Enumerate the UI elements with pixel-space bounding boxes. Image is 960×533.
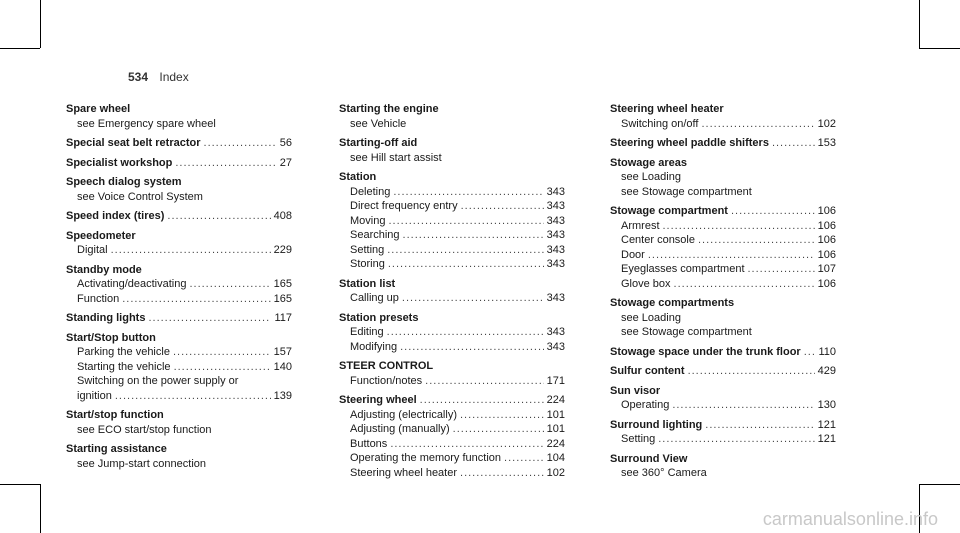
index-term (610, 384, 836, 399)
index-term (339, 277, 565, 292)
index-entry (610, 136, 836, 151)
index-entry (610, 384, 836, 413)
index-term-label: Stowage space under the trunk floor (610, 345, 801, 358)
index-term-label: Start/stop function (66, 409, 164, 421)
index-subentry-label: Eyeglasses compartment (621, 263, 745, 275)
index-subentry-label: Glove box (621, 277, 671, 290)
index-subentry (610, 466, 836, 481)
index-subentry (610, 311, 836, 326)
page-reference: 343 (546, 229, 565, 241)
dot-leader (387, 325, 544, 340)
page-reference: 343 (546, 340, 565, 353)
index-term-label: Spare wheel (66, 103, 131, 115)
index-term-label: Specialist workshop (66, 156, 173, 169)
page-number: 534 (128, 70, 149, 84)
index-subentry-label: Switching on the power supply or (77, 375, 239, 387)
index-term-label: Starting the engine (339, 103, 439, 115)
index-term (610, 364, 836, 379)
index-entry (610, 452, 836, 481)
index-subentry (66, 243, 292, 258)
index-subentry (66, 117, 292, 132)
index-subentry (339, 228, 565, 243)
crop-mark (40, 0, 41, 48)
index-term-label: Stowage compartment (610, 205, 728, 217)
crop-mark (919, 48, 960, 49)
dot-leader (111, 243, 271, 258)
index-subentry (339, 243, 565, 258)
index-subentry-label: Operating the memory function (350, 452, 502, 464)
index-term-label: STEER CONTROL (339, 360, 434, 372)
page-reference: 106 (817, 205, 836, 217)
index-term-label: Standing lights (66, 312, 146, 324)
index-term (610, 136, 836, 151)
index-term (66, 311, 292, 326)
page-reference: 224 (546, 394, 565, 406)
index-subentry (66, 277, 292, 292)
dot-leader (460, 408, 544, 423)
index-term (66, 102, 292, 117)
dot-leader (115, 389, 271, 404)
page-reference: 165 (273, 278, 292, 290)
crop-mark (40, 484, 41, 533)
index-subentry (66, 345, 292, 360)
page-reference: 229 (273, 244, 292, 256)
dot-leader (453, 422, 544, 437)
index-subentry-label: Function/notes (350, 374, 423, 387)
index-term (610, 345, 836, 360)
index-subentry (339, 214, 565, 229)
index-term (66, 442, 292, 457)
dot-leader (148, 311, 271, 326)
page-reference: 117 (274, 312, 292, 324)
index-term (610, 296, 836, 311)
index-subentry-label: Digital (77, 244, 108, 256)
index-subentry-label: Operating (621, 399, 670, 411)
page-reference: 101 (546, 423, 565, 435)
index-entry (339, 170, 565, 272)
page-reference: 165 (273, 292, 292, 305)
index-entry (66, 136, 292, 151)
crop-mark (0, 48, 40, 49)
index-subentry (339, 422, 565, 437)
index-subentry (339, 408, 565, 423)
index-subentry-label: Searching (350, 229, 400, 241)
index-column-3 (610, 102, 836, 486)
index-term (339, 359, 565, 374)
index-term-label: Special seat belt retractor (66, 137, 201, 149)
index-term (339, 136, 565, 151)
dot-leader (705, 418, 814, 433)
index-term-label: Speedometer (66, 229, 136, 242)
index-subentry (339, 466, 565, 481)
index-subentry (610, 432, 836, 447)
dot-leader (388, 257, 544, 272)
dot-leader (174, 360, 271, 375)
page-reference: 343 (546, 200, 565, 212)
index-subentry-label: Adjusting (manually) (350, 423, 450, 435)
dot-leader (648, 248, 815, 263)
index-term (66, 263, 292, 278)
index-subentry (66, 360, 292, 375)
index-subentry-label: Direct frequency entry (350, 200, 458, 212)
dot-leader (701, 117, 814, 132)
index-entry (610, 156, 836, 200)
index-subentry-label: Door (621, 248, 645, 261)
index-entry (610, 345, 836, 360)
page-reference: 102 (817, 117, 836, 130)
index-term (339, 311, 565, 326)
index-subentry-label: see Stowage compartment (621, 185, 752, 198)
index-subentry (339, 374, 565, 389)
index-subentry-label: Armrest (621, 219, 660, 232)
page-reference: 224 (546, 437, 565, 450)
index-subentry-label: Steering wheel heater (350, 466, 458, 479)
dot-leader (420, 393, 544, 408)
index-subentry-label: see 360° Camera (621, 467, 707, 479)
index-column-1 (66, 102, 292, 476)
index-subentry (610, 262, 836, 277)
index-subentry (610, 248, 836, 263)
index-term (610, 452, 836, 467)
dot-leader (461, 199, 544, 214)
index-term-label: Station (339, 171, 377, 183)
dot-leader (388, 214, 543, 229)
page-reference: 106 (817, 248, 836, 261)
index-term-label: Station presets (339, 311, 419, 324)
index-subentry-label: ignition (77, 389, 112, 402)
watermark: carmanualsonline.info (762, 509, 938, 529)
dot-leader (175, 156, 276, 171)
page-title: Index (159, 70, 189, 84)
index-term (66, 156, 292, 171)
index-subentry-label: Deleting (350, 185, 391, 198)
dot-leader (393, 185, 543, 200)
index-subentry-label: Storing (350, 258, 385, 270)
index-entry (66, 408, 292, 437)
index-subentry-label: Calling up (350, 292, 399, 304)
dot-leader (402, 291, 544, 306)
index-term-label: Sun visor (610, 384, 661, 397)
index-subentry-label: see Voice Control System (77, 190, 203, 203)
index-subentry (610, 233, 836, 248)
page-reference: 157 (273, 346, 292, 358)
index-entry (66, 331, 292, 404)
index-term-label: Speed index (tires) (66, 210, 165, 222)
index-subentry-label: see Emergency spare wheel (77, 117, 216, 130)
index-subentry (339, 185, 565, 200)
index-subentry (339, 117, 565, 132)
page-reference: 106 (817, 277, 836, 290)
dot-leader (504, 451, 544, 466)
index-subentry (610, 219, 836, 234)
index-subentry (339, 340, 565, 355)
index-entry (610, 418, 836, 447)
index-term-label: Stowage areas (610, 156, 688, 169)
index-term (339, 170, 565, 185)
page-reference: 110 (818, 345, 836, 358)
index-term-label: Sulfur content (610, 365, 685, 377)
dot-leader (748, 262, 815, 277)
dot-leader (674, 277, 815, 292)
index-subentry-label: Center console (621, 234, 695, 246)
crop-mark (919, 484, 960, 485)
index-entry (339, 311, 565, 355)
page-reference: 153 (817, 137, 836, 149)
page-reference: 139 (273, 389, 292, 402)
index-subentry-label: Adjusting (electrically) (350, 408, 457, 421)
dot-leader (173, 345, 271, 360)
index-subentry-label: Editing (350, 326, 384, 338)
index-subentry (66, 374, 292, 389)
page-reference: 140 (273, 360, 292, 373)
index-subentry-label: Buttons (350, 437, 388, 450)
dot-leader (698, 233, 815, 248)
index-term (610, 204, 836, 219)
index-term-label: Standby mode (66, 263, 142, 276)
page-reference: 56 (279, 137, 292, 149)
index-subentry-label: see Vehicle (350, 117, 407, 130)
index-term (66, 229, 292, 244)
dot-leader (425, 374, 543, 389)
index-subentry-label: Activating/deactivating (77, 278, 187, 290)
page-reference: 343 (546, 258, 565, 270)
index-term-label: Surround View (610, 452, 688, 465)
dot-leader (403, 228, 544, 243)
dot-leader (387, 243, 543, 258)
index-subentry (66, 292, 292, 307)
page-reference: 106 (817, 234, 836, 246)
index-term (66, 175, 292, 190)
dot-leader (204, 136, 277, 151)
index-term (610, 418, 836, 433)
index-subentry (610, 170, 836, 185)
index-term-label: Starting-off aid (339, 137, 418, 149)
dot-leader (460, 466, 544, 481)
page-reference: 101 (546, 408, 565, 421)
index-entry (66, 311, 292, 326)
index-entry (610, 364, 836, 379)
index-entry (610, 204, 836, 291)
index-term (610, 102, 836, 117)
index-term-label: Steering wheel (339, 394, 417, 406)
index-entry (339, 359, 565, 388)
index-subentry (339, 257, 565, 272)
index-term (66, 136, 292, 151)
index-subentry (339, 199, 565, 214)
index-term (339, 102, 565, 117)
index-subentry (610, 185, 836, 200)
index-term-label: Steering wheel paddle shifters (610, 137, 769, 149)
dot-leader (658, 432, 814, 447)
dot-leader (390, 437, 543, 452)
page-reference: 343 (546, 326, 565, 338)
index-subentry (66, 190, 292, 205)
index-term-label: Starting assistance (66, 443, 167, 455)
index-term-label: Surround lighting (610, 418, 703, 431)
page-reference: 408 (273, 210, 292, 222)
index-entry (66, 263, 292, 307)
dot-leader (731, 204, 815, 219)
crop-mark (919, 0, 920, 48)
index-entry (66, 442, 292, 471)
index-entry (339, 136, 565, 165)
index-subentry (339, 291, 565, 306)
index-subentry (339, 325, 565, 340)
index-subentry-label: see Hill start assist (350, 151, 442, 164)
index-subentry (610, 277, 836, 292)
index-column-2 (339, 102, 565, 485)
dot-leader (400, 340, 544, 355)
index-subentry (66, 457, 292, 472)
index-term-label: Speech dialog system (66, 176, 182, 188)
dot-leader (688, 364, 815, 379)
page-reference: 102 (546, 466, 565, 479)
page-reference: 130 (817, 399, 836, 411)
page-reference: 343 (546, 243, 565, 256)
index-subentry-label: see Stowage compartment (621, 326, 752, 338)
page-reference: 343 (546, 292, 565, 304)
dot-leader (672, 398, 814, 413)
index-subentry (339, 451, 565, 466)
page-reference: 343 (546, 185, 565, 198)
index-subentry-label: Moving (350, 214, 386, 227)
dot-leader (804, 345, 816, 360)
page-reference: 171 (546, 374, 565, 387)
index-entry (66, 102, 292, 131)
index-subentry-label: see Loading (621, 171, 681, 183)
index-entry (339, 393, 565, 480)
index-subentry-label: Starting the vehicle (77, 360, 171, 373)
page-reference: 104 (546, 452, 565, 464)
index-subentry (66, 423, 292, 438)
index-entry (610, 296, 836, 340)
index-subentry (610, 325, 836, 340)
page-header (128, 70, 189, 84)
index-subentry (339, 437, 565, 452)
index-subentry-label: Setting (621, 433, 656, 445)
page-reference: 429 (817, 365, 836, 377)
index-subentry (610, 398, 836, 413)
dot-leader (189, 277, 270, 292)
index-subentry (339, 151, 565, 166)
page-reference: 27 (279, 156, 292, 169)
index-subentry-label: see Jump-start connection (77, 457, 207, 470)
index-term-label: Stowage compartments (610, 297, 735, 309)
index-subentry-label: Modifying (350, 340, 398, 353)
page-reference: 107 (817, 263, 836, 275)
index-subentry (66, 389, 292, 404)
index-term (66, 331, 292, 346)
index-subentry-label: Setting (350, 243, 385, 256)
index-term-label: Start/Stop button (66, 331, 156, 344)
index-subentry-label: see Loading (621, 311, 681, 324)
index-subentry-label: Function (77, 292, 120, 305)
dot-leader (167, 209, 270, 224)
index-entry (66, 209, 292, 224)
page-reference: 343 (546, 214, 565, 227)
crop-mark (0, 484, 40, 485)
dot-leader (122, 292, 270, 307)
index-term-label: Steering wheel heater (610, 103, 724, 115)
index-subentry-label: see ECO start/stop function (77, 423, 212, 436)
index-term (66, 209, 292, 224)
dot-leader (663, 219, 815, 234)
page-reference: 121 (817, 418, 836, 431)
index-entry (339, 277, 565, 306)
page-reference: 121 (817, 433, 836, 445)
index-term (339, 393, 565, 408)
index-entry (66, 175, 292, 204)
index-entry (610, 102, 836, 131)
index-entry (339, 102, 565, 131)
index-subentry-label: Parking the vehicle (77, 346, 170, 358)
index-term-label: Station list (339, 277, 396, 290)
index-subentry-label: Switching on/off (621, 117, 699, 130)
dot-leader (772, 136, 815, 151)
page-reference: 106 (817, 219, 836, 232)
index-term (66, 408, 292, 423)
index-term (610, 156, 836, 171)
index-entry (66, 229, 292, 258)
index-subentry (610, 117, 836, 132)
index-entry (66, 156, 292, 171)
